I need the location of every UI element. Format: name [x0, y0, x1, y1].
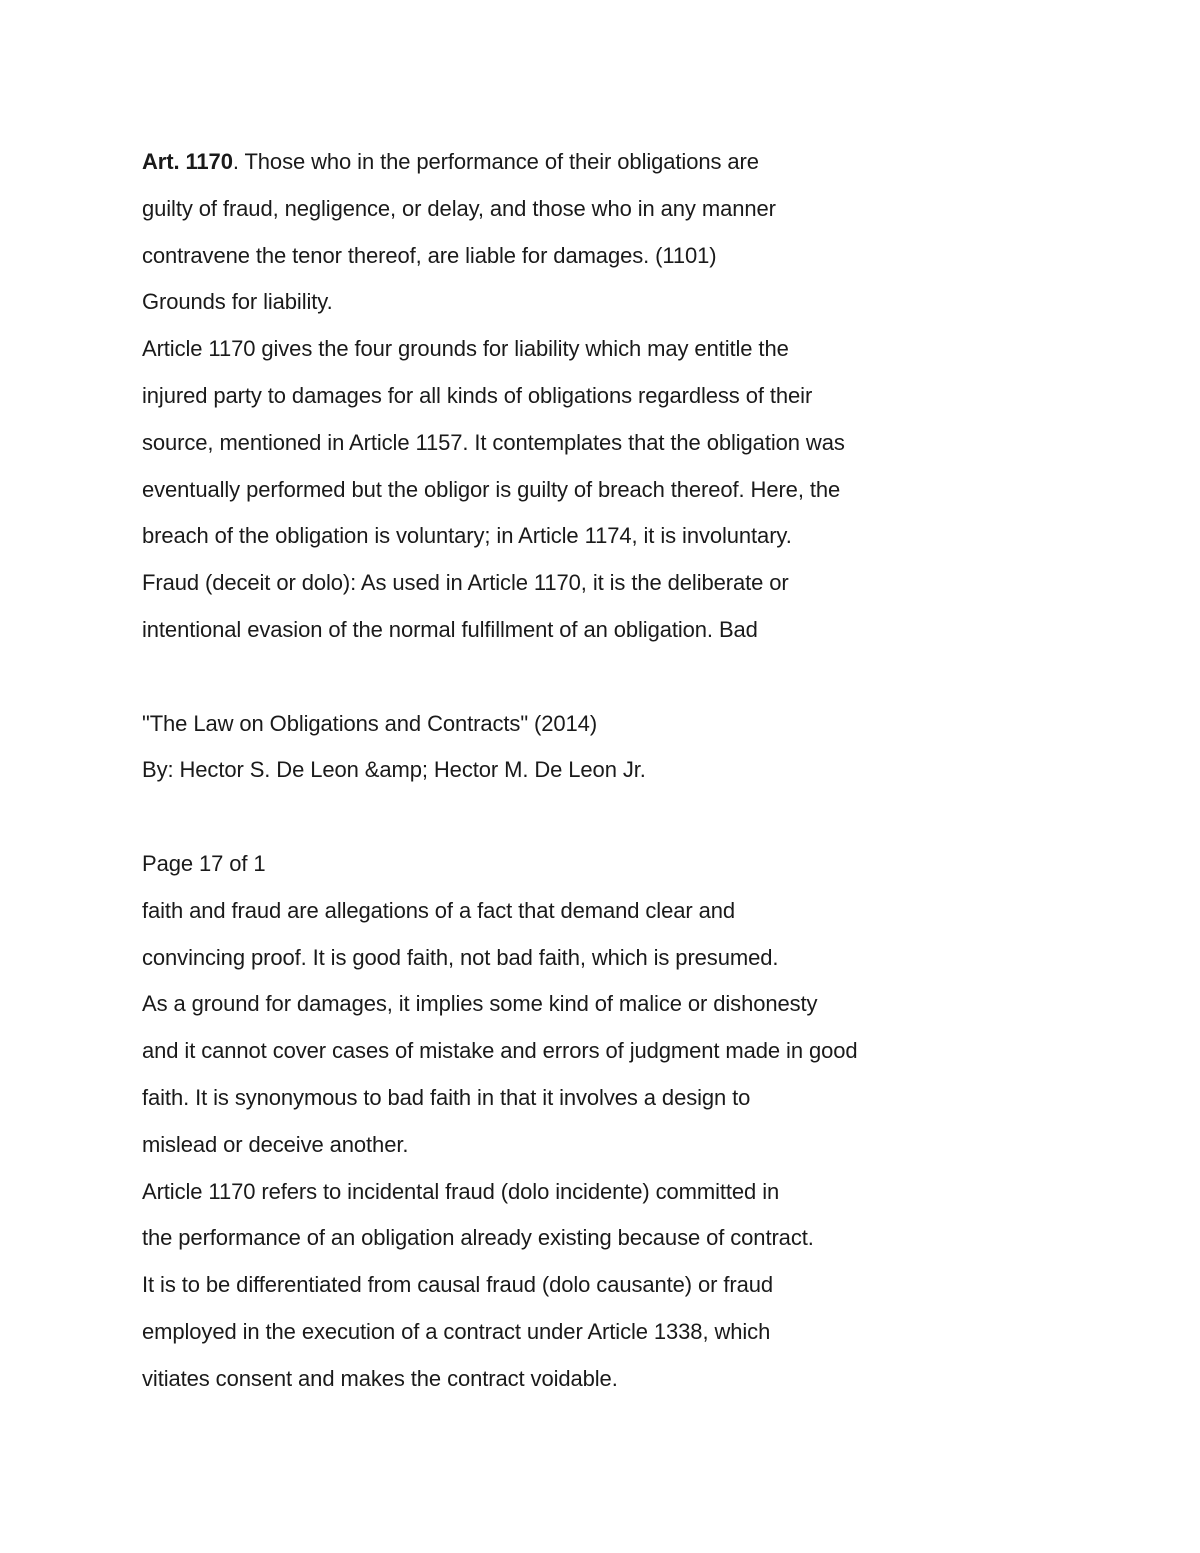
page-marker: Page 17 of 1: [142, 850, 266, 876]
blank-line: [142, 654, 1142, 701]
body-line: the performance of an obligation already existing because of contract.: [142, 1225, 814, 1251]
body-line: As a ground for damages, it implies some kind of malice or dishonesty: [142, 991, 818, 1017]
section-heading: Grounds for liability.: [142, 289, 333, 315]
article-heading-line: [142, 139, 1142, 186]
body-line: Article 1170 refers to incidental fraud (dolo incidente) committed in: [142, 1178, 780, 1204]
document-body: [142, 139, 1142, 1403]
body-line: mislead or deceive another.: [142, 1131, 409, 1157]
body-line: contravene the tenor thereof, are liable for damages. (1101): [142, 242, 717, 268]
body-line: injured party to damages for all kinds of obligations regardless of their: [142, 382, 813, 408]
body-line: convincing proof. It is good faith, not bad faith, which is presumed.: [142, 944, 779, 970]
article-number: Art. 1170: [142, 149, 233, 174]
body-line: guilty of fraud, negligence, or delay, and those who in any manner: [142, 195, 776, 221]
body-line: employed in the execution of a contract under Article 1338, which: [142, 1318, 771, 1344]
citation-authors: By: Hector S. De Leon &amp; Hector M. De Leon Jr.: [142, 757, 646, 783]
body-line: vitiates consent and makes the contract voidable.: [142, 1365, 618, 1391]
blank-line: [142, 794, 1142, 841]
body-line: and it cannot cover cases of mistake and errors of judgment made in good: [142, 1038, 858, 1064]
body-line: It is to be differentiated from causal fraud (dolo causante) or fraud: [142, 1272, 774, 1298]
article-heading-text: . Those who in the performance of their obligations are: [232, 149, 759, 174]
body-line: faith. It is synonymous to bad faith in that it involves a design to: [142, 1084, 751, 1110]
body-line: source, mentioned in Article 1157. It contemplates that the obligation was: [142, 429, 845, 455]
body-line: faith and fraud are allegations of a fact that demand clear and: [142, 897, 735, 923]
body-line: eventually performed but the obligor is guilty of breach thereof. Here, the: [142, 476, 841, 502]
body-line: breach of the obligation is voluntary; in Article 1174, it is involuntary.: [142, 523, 792, 549]
body-line: intentional evasion of the normal fulfillment of an obligation. Bad: [142, 616, 758, 642]
body-line: Fraud (deceit or dolo): As used in Article 1170, it is the deliberate or: [142, 570, 789, 596]
citation-title: "The Law on Obligations and Contracts" (2014): [142, 710, 598, 736]
body-line: Article 1170 gives the four grounds for liability which may entitle the: [142, 336, 789, 362]
